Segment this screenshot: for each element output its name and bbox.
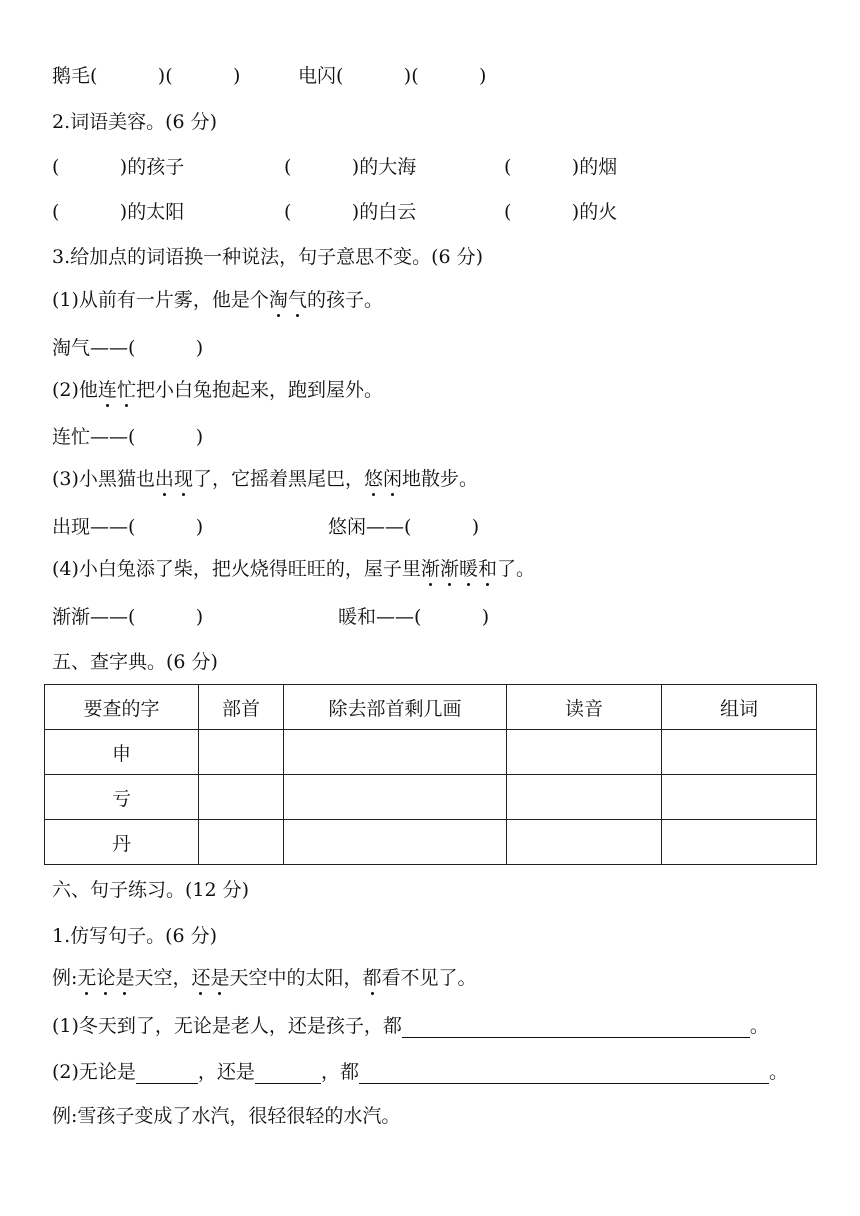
q2-blank-4[interactable]: ( )的太阳: [52, 201, 185, 223]
q3-sentence-4: (4)小白兔添了柴，把火烧得旺旺的，屋子里渐渐暖和了。: [52, 558, 535, 580]
radical-cell[interactable]: [199, 775, 284, 820]
table-row: [45, 730, 817, 775]
table-header-row: [45, 685, 817, 730]
header-radical: 部首: [199, 685, 284, 730]
pronunciation-cell[interactable]: [507, 820, 662, 865]
s6-line-2: (2)无论是 ，还是 ，都 。: [52, 1061, 788, 1083]
q3-sentence-1: (1)从前有一片雾，他是个淘气的孩子。: [52, 289, 383, 311]
char-cell: 申: [45, 730, 199, 775]
strokes-cell[interactable]: [284, 820, 507, 865]
top-row-item-2: 电闪( )( ): [298, 65, 487, 87]
strokes-cell[interactable]: [284, 730, 507, 775]
pronunciation-cell[interactable]: [507, 730, 662, 775]
header-char: 要查的字: [45, 685, 199, 730]
header-words: 组词: [662, 685, 817, 730]
radical-cell[interactable]: [199, 730, 284, 775]
words-cell[interactable]: [662, 775, 817, 820]
header-strokes: 除去部首剩几画: [284, 685, 507, 730]
q3-title: 3.给加点的词语换一种说法，句子意思不变。(6 分): [52, 246, 484, 268]
q2-blank-2[interactable]: ( )的大海: [284, 156, 417, 178]
answer-blank[interactable]: [402, 1017, 750, 1038]
q2-blank-5[interactable]: ( )的白云: [284, 201, 417, 223]
q2-blank-1[interactable]: ( )的孩子: [52, 156, 185, 178]
radical-cell[interactable]: [199, 820, 284, 865]
words-cell[interactable]: [662, 820, 817, 865]
pronunciation-cell[interactable]: [507, 775, 662, 820]
words-cell[interactable]: [662, 730, 817, 775]
answer-blank[interactable]: [255, 1063, 321, 1084]
char-cell: 丹: [45, 820, 199, 865]
q2-blank-6[interactable]: ( )的火: [504, 201, 618, 223]
q3-answer-3b[interactable]: 悠闲——( ): [328, 516, 480, 538]
s6-example-1: 例:无论是天空，还是天空中的太阳，都看不见了。: [52, 967, 477, 989]
top-row-item-1: 鹅毛( )( ): [52, 65, 241, 87]
q3-sentence-3: (3)小黑猫也出现了，它摇着黑尾巴，悠闲地散步。: [52, 468, 479, 490]
char-cell: 亏: [45, 775, 199, 820]
answer-blank[interactable]: [359, 1063, 769, 1084]
table-row: [45, 820, 817, 865]
q3-answer-1[interactable]: 淘气——( ): [52, 337, 204, 359]
q3-answer-4a[interactable]: 渐渐——( ): [52, 606, 204, 628]
q3-answer-2[interactable]: 连忙——( ): [52, 426, 204, 448]
answer-blank[interactable]: [136, 1063, 198, 1084]
q2-title: 2.词语美容。(6 分): [52, 111, 218, 133]
q3-answer-4b[interactable]: 暖和——( ): [338, 606, 490, 628]
q3-answer-3a[interactable]: 出现——( ): [52, 516, 204, 538]
s6-example-2: 例:雪孩子变成了水汽，很轻很轻的水汽。: [52, 1105, 401, 1127]
dictionary-table: [44, 684, 817, 865]
strokes-cell[interactable]: [284, 775, 507, 820]
section-5-title: 五、查字典。(6 分): [52, 651, 218, 673]
s6-line-1: (1)冬天到了，无论是老人，还是孩子，都 。: [52, 1015, 769, 1037]
s6-q1-title: 1.仿写句子。(6 分): [52, 925, 218, 947]
q2-blank-3[interactable]: ( )的烟: [504, 156, 618, 178]
q3-sentence-2: (2)他连忙把小白兔抱起来，跑到屋外。: [52, 379, 383, 401]
section-6-title: 六、句子练习。(12 分): [52, 879, 250, 901]
table-row: [45, 775, 817, 820]
header-pronunciation: 读音: [507, 685, 662, 730]
